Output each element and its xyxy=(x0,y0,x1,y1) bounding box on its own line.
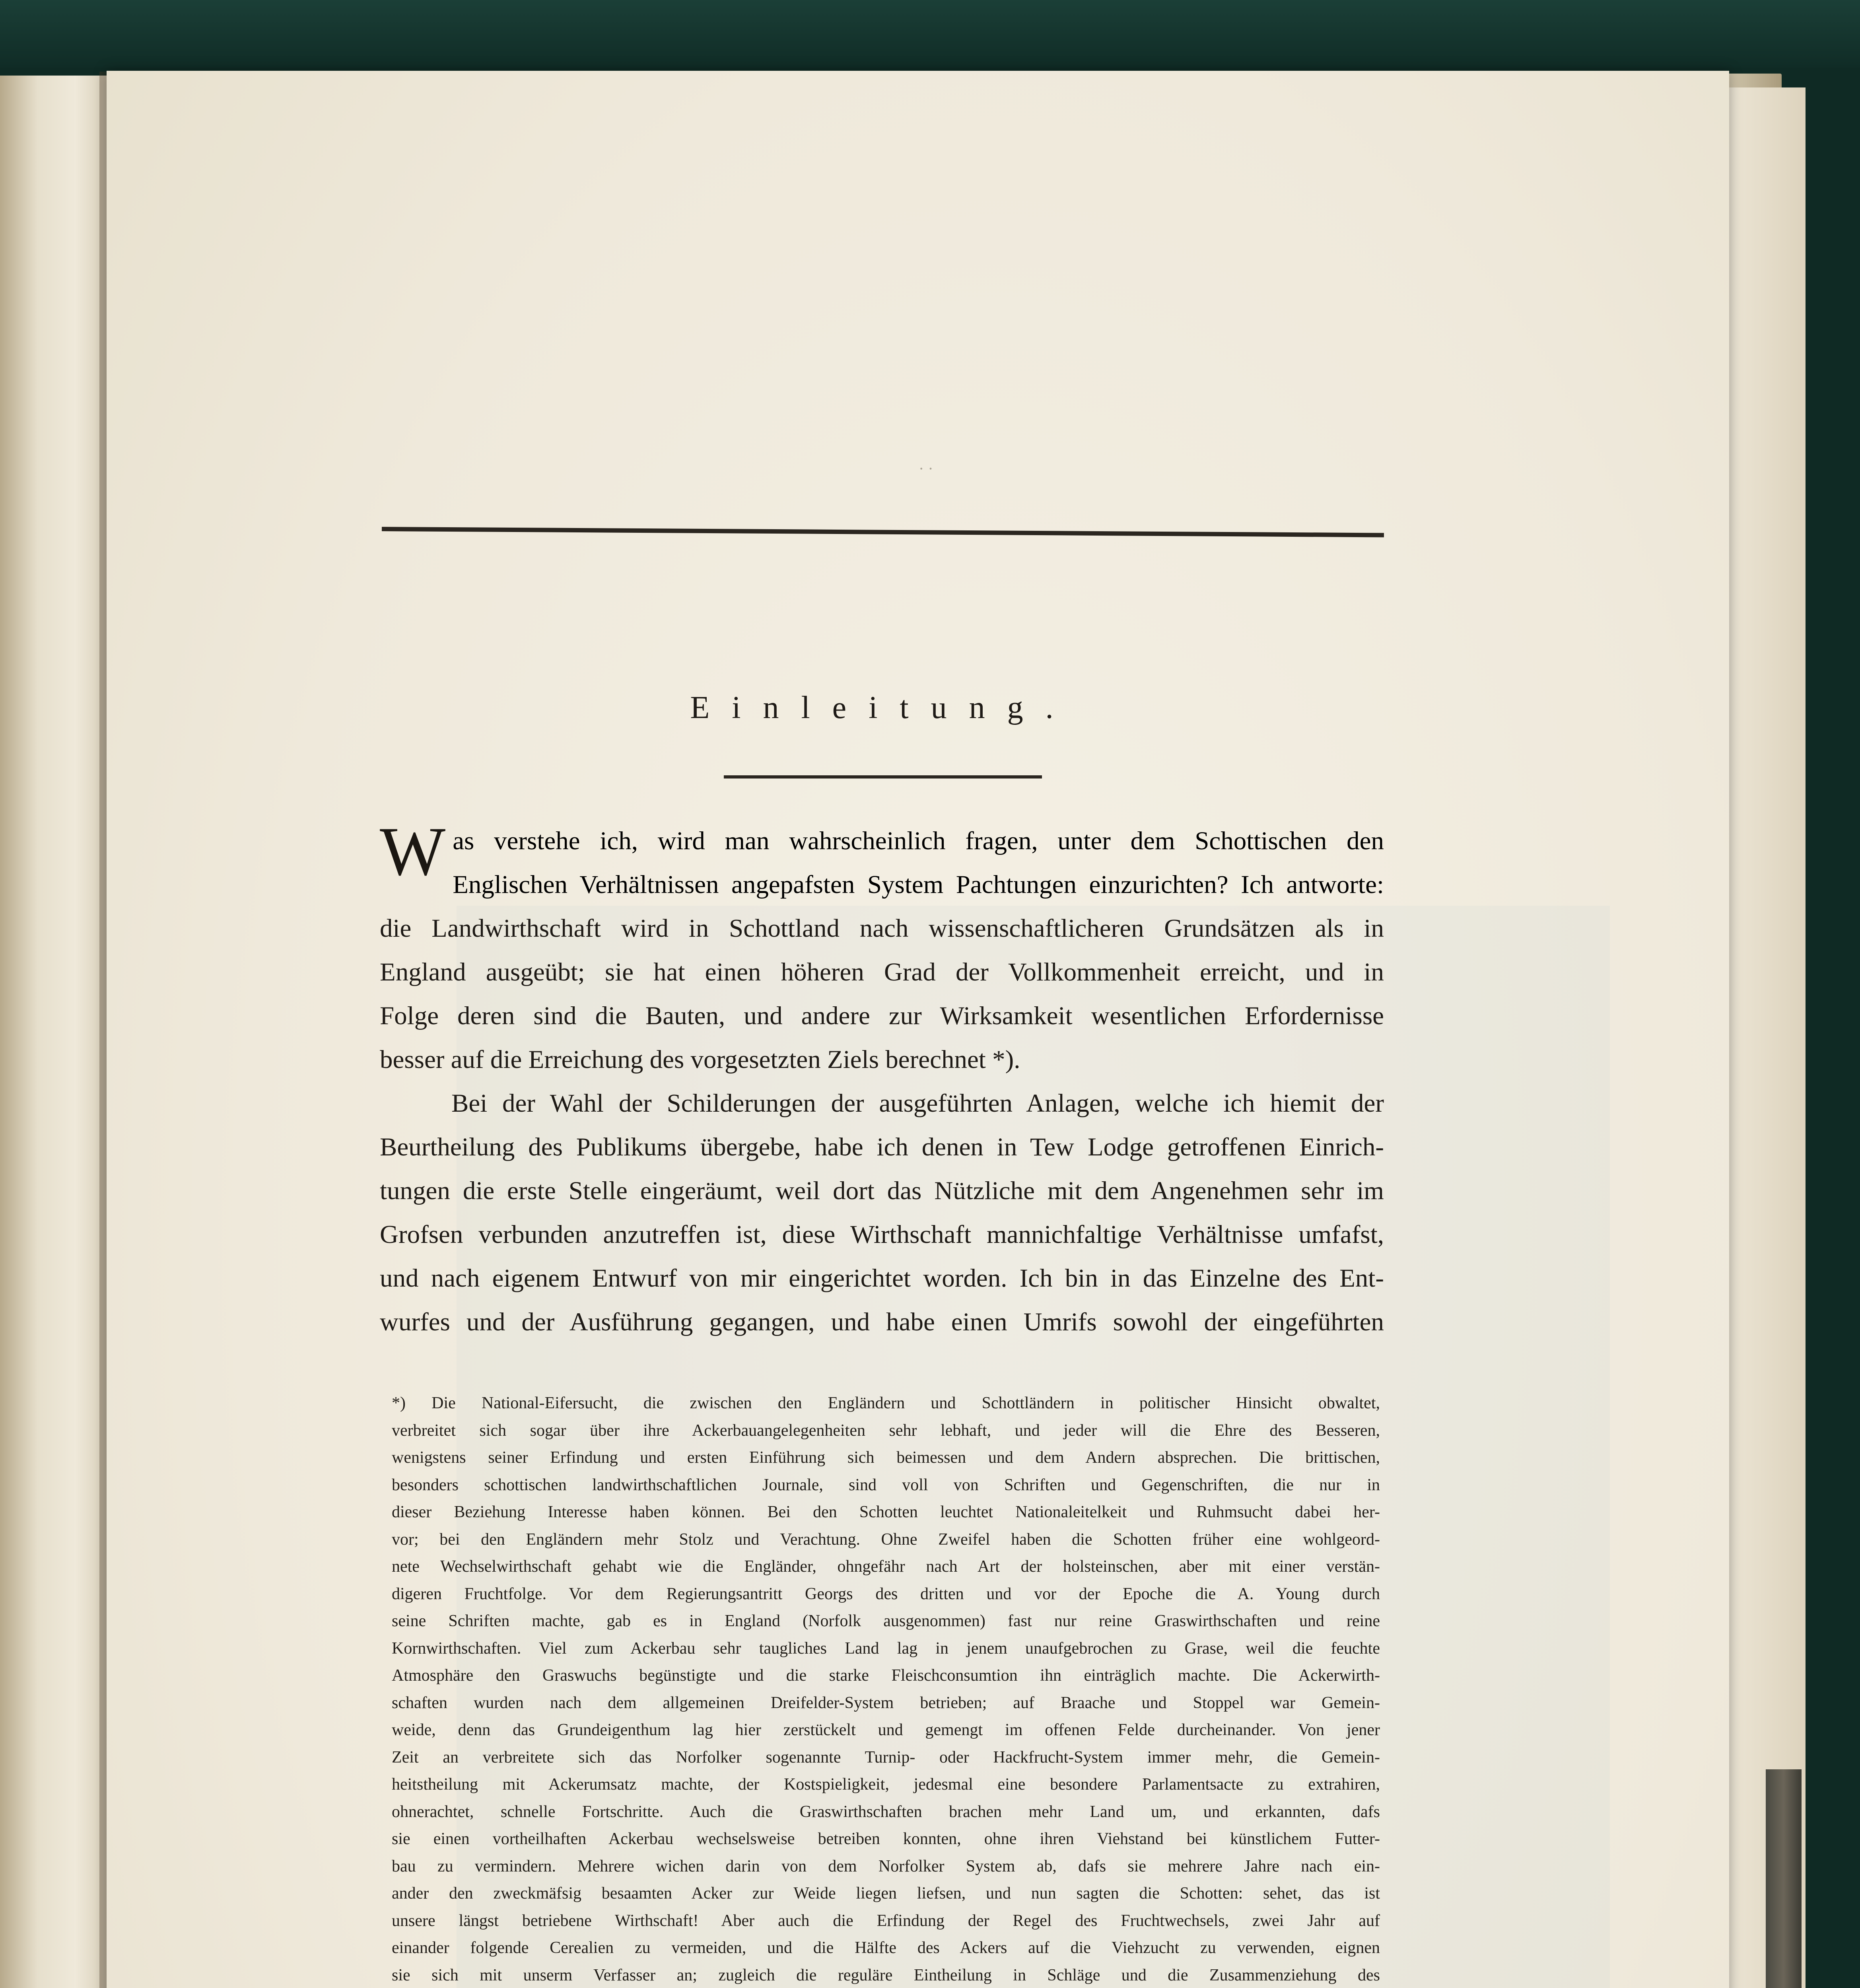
scanner-background xyxy=(0,0,1860,68)
footnote-line: ander den zweckmäfsig besaamten Acker zur Weide liegen liefsen, und nun sagten die Schotten: sehet, das ist xyxy=(392,1884,1380,1903)
footnote-line: seine Schriften machte, gab es in England (Norfolk ausgenommen) fast nur reine Graswirthschaften und reine xyxy=(392,1612,1380,1630)
verso-page-edge xyxy=(0,76,110,1988)
footnote-line: *) Die National-Eifersucht, die zwischen den Engländern und Schottländern in politischer Hinsicht obwaltet, xyxy=(392,1394,1380,1412)
text-line: Englischen Verhältnissen angepafsten System Pachtungen einzurichten? Ich antworte: xyxy=(453,870,1384,899)
footnote xyxy=(392,1390,1380,1988)
footnote-line: ohnerachtet, schnelle Fortschritte. Auch die Graswirthschaften brachen mehr Land um, und erkannten, dafs xyxy=(392,1802,1380,1821)
footnote-line: sie einen vortheilhaften Ackerbau wechselsweise betreiben konnten, ohne ihren Viehstand bei künstlichem Futter- xyxy=(392,1830,1380,1848)
footnote-line: wenigstens seiner Erfindung und ersten Einführung sich beimessen und dem Andern absprechen. Die brittischen, xyxy=(392,1448,1380,1467)
main-text xyxy=(380,819,1384,1344)
footnote-line: Atmosphäre den Graswuchs begünstigte und die starke Fleischconsumtion ihn einträglich machte. Die Ackerwirth- xyxy=(392,1666,1380,1685)
footnote-line: einander folgende Cerealien zu vermeiden, und die Hälfte des Ackers auf die Viehzucht zu verwenden, eignen xyxy=(392,1939,1380,1957)
opening-paragraph-start xyxy=(380,819,1384,907)
chapter-heading: Einleitung. xyxy=(690,690,1076,725)
text-line: Folge deren sind die Bauten, und andere zur Wirksamkeit wesentlichen Erfordernisse xyxy=(380,1002,1384,1030)
text-line: die Landwirthschaft wird in Schottland nach wissenschaftlicheren Grundsätzen als in xyxy=(380,914,1384,943)
footnote-line: besonders schottischen landwirthschaftlichen Journale, sind voll von Schriften und Gegenschriften, die nur in xyxy=(392,1475,1380,1494)
text-line: England ausgeübt; sie hat einen höheren Grad der Vollkommenheit erreicht, und in xyxy=(380,958,1384,986)
footnote-line: Kornwirthschaften. Viel zum Ackerbau sehr taugliches Land lag in jenem unaufgebrochen zu Grase, weil die feuchte xyxy=(392,1639,1380,1658)
footnote-line: schaften wurden nach dem allgemeinen Dreifelder-System betrieben; auf Braache und Stoppel war Gemein- xyxy=(392,1693,1380,1712)
footnote-line: heitstheilung mit Ackerumsatz machte, der Kostspieligkeit, jedesmal eine besondere Parlamentsacte zu extrahiren, xyxy=(392,1775,1380,1794)
text-line: und nach eigenem Entwurf von mir eingerichtet worden. Ich bin in das Einzelne des Ent- xyxy=(380,1264,1384,1293)
footnote-line: unsere längst betriebene Wirthschaft! Aber auch die Erfindung der Regel des Fruchtwechsels, zwei Jahr auf xyxy=(392,1911,1380,1930)
text-line: as verstehe ich, wird man wahrscheinlich fragen, unter dem Schottischen den xyxy=(453,827,1384,855)
heading-underline xyxy=(724,775,1042,779)
footnote-line: vor; bei den Engländern mehr Stolz und Verachtung. Ohne Zweifel haben die Schotten früher eine wohlgeord- xyxy=(392,1530,1380,1549)
text-line: wurfes und der Ausführung gegangen, und habe einen Umrifs sowohl der eingeführten xyxy=(380,1308,1384,1336)
drop-cap: W xyxy=(380,819,446,890)
footnote-line: nete Wechselwirthschaft gehabt wie die Engländer, ohngefähr nach Art der holsteinschen, aber mit einer verstän- xyxy=(392,1557,1380,1576)
text-line: Grofsen verbunden anzutreffen ist, diese Wirthschaft mannichfaltige Verhältnisse umfafst, xyxy=(380,1220,1384,1249)
text-line: Bei der Wahl der Schilderungen der ausgeführten Anlagen, welche ich hiemit der xyxy=(451,1089,1384,1118)
text-line: Beurtheilung des Publikums übergebe, habe ich denen in Tew Lodge getroffenen Einrich- xyxy=(380,1133,1384,1161)
footnote-line: verbreitet sich sogar über ihre Ackerbauangelegenheiten sehr lebhaft, und jeder will die Ehre des Besseren, xyxy=(392,1421,1380,1440)
bleed-through-mark: · · xyxy=(919,460,933,478)
footnote-line: weide, denn das Grundeigenthum lag hier zerstückelt und gemengt im offenen Felde durcheinander. Von jener xyxy=(392,1721,1380,1739)
text-line: tungen die erste Stelle eingeräumt, weil dort das Nützliche mit dem Angenehmen sehr im xyxy=(380,1176,1384,1205)
text-line: besser auf die Erreichung des vorgesetzten Ziels berechnet *). xyxy=(380,1045,1020,1074)
footnote-line: bau zu vermindern. Mehrere wichen darin von dem Norfolker System ab, dafs sie mehrere Jahre nach ein- xyxy=(392,1857,1380,1875)
footnote-line: sie sich mit unserm Verfasser an; zugleich die reguläre Eintheilung in Schläge und die Zusammenziehung des xyxy=(392,1966,1380,1984)
footnote-line: digeren Fruchtfolge. Vor dem Regierungsantritt Georgs des dritten und vor der Epoche die A. Young durch xyxy=(392,1584,1380,1603)
footnote-line: Zeit an verbreitete sich das Norfolker sogenannte Turnip- oder Hackfrucht-System immer mehr, die Gemein- xyxy=(392,1748,1380,1767)
footnote-line: dieser Beziehung Interesse haben können. Bei den Schotten leuchtet Nationaleitelkeit und Ruhmsucht dabei her- xyxy=(392,1503,1380,1521)
cover-edge xyxy=(1766,1769,1802,1988)
